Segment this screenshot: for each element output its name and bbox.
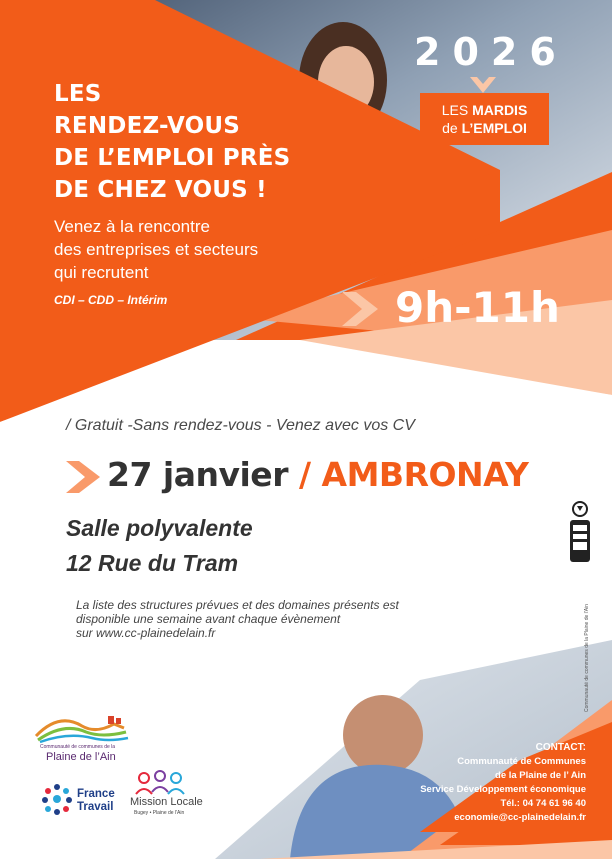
chevron-down-icon (470, 77, 496, 93)
headline-line: DE CHEZ VOUS ! (54, 177, 267, 203)
contact-title: CONTACT: (535, 742, 586, 753)
subheadline-line: Venez à la rencontre (54, 217, 210, 236)
france-travail-dots-icon (40, 782, 74, 816)
event-city: AMBRONAY (321, 455, 529, 494)
venue-name: Salle polyvalente (66, 515, 253, 541)
venue (66, 511, 253, 581)
note-line: La liste des structures prévues et des domaines présents est (76, 598, 399, 612)
contact-line: de la Plaine de l’ Ain (495, 770, 586, 781)
logo-mission-locale (130, 770, 203, 822)
badge-line-2: de L’EMPLOI (442, 120, 527, 136)
venue-address: 12 Rue du Tram (66, 550, 239, 576)
contact-line: Service Développement économique (420, 784, 586, 795)
event-date-city (107, 452, 528, 498)
chevron-right-icon (66, 461, 100, 493)
note-line: disponible une semaine avant chaque évènement (76, 612, 341, 626)
mardis-badge (420, 93, 549, 145)
contact-email[interactable]: economie@cc-plainedelain.fr (454, 812, 586, 823)
france-travail-text: France Travail (77, 788, 115, 813)
year: 2026 (414, 30, 568, 74)
mission-locale-text: Mission Locale (130, 796, 203, 808)
recycle-info-icon (568, 498, 592, 564)
mission-locale-people-icon (130, 770, 190, 796)
subheadline (54, 215, 314, 284)
note-line: sur www.cc-plainedelain.fr (76, 626, 216, 640)
info-line: / Gratuit -Sans rendez-vous - Venez avec vos CV (66, 417, 415, 434)
structures-note (76, 598, 456, 640)
logo-plaine-de-lain (34, 708, 134, 766)
vertical-credit: Communauté de communes de la Plaine de l'Ain (584, 604, 590, 712)
time-range: 9h-11h (395, 283, 560, 332)
headline-line: RENDEZ-VOUS (54, 113, 241, 139)
event-separator: / (298, 455, 311, 494)
contact-line: Communauté de Communes (457, 756, 586, 767)
landscape-logo-icon (34, 708, 134, 744)
event-date: 27 janvier (107, 455, 288, 494)
logo-name-text: Plaine de l’Ain (46, 751, 116, 763)
contract-types: CDI – CDD – Intérim (54, 293, 168, 307)
logo-france-travail (40, 782, 130, 822)
headline-line: DE L’EMPLOI PRÈS (54, 145, 291, 171)
subheadline-line: des entreprises et secteurs (54, 240, 259, 259)
contact-block (366, 741, 586, 825)
headline-line: LES (54, 81, 102, 107)
badge-line-1: LES MARDIS (441, 102, 528, 118)
mission-locale-subtext: Bugey • Plaine de l'Ain (134, 810, 185, 816)
headline (54, 78, 354, 206)
contact-phone: Tél.: 04 74 61 96 40 (500, 798, 586, 809)
chevron-right-icon (342, 292, 378, 326)
logo-small-text: Communauté de communes de la (40, 744, 116, 750)
subheadline-line: qui recrutent (54, 263, 149, 282)
